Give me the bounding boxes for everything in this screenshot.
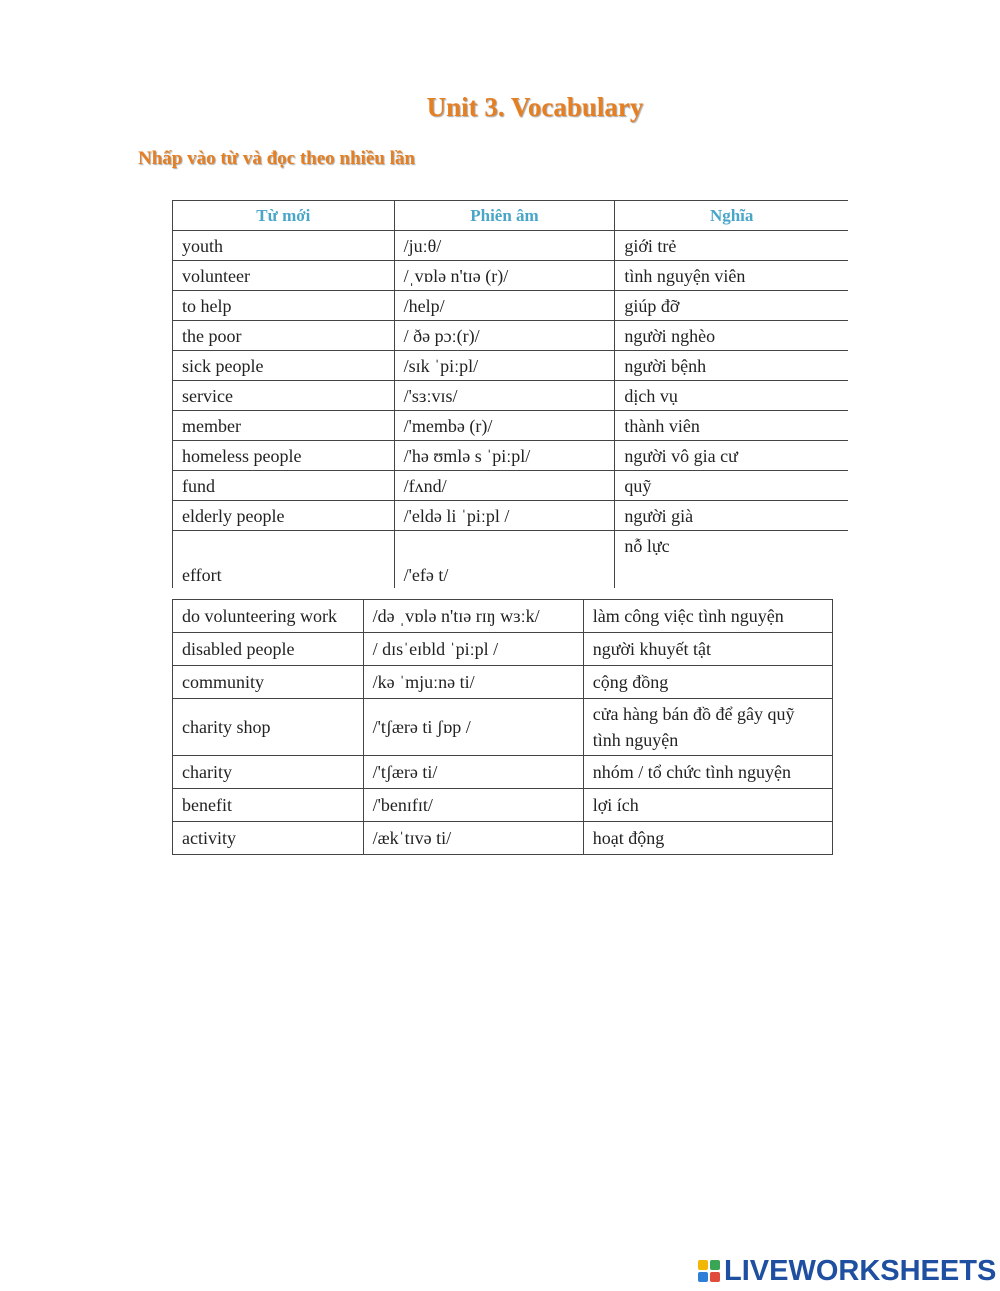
table-row	[173, 411, 849, 441]
page-title: Unit 3. Vocabulary	[426, 92, 644, 122]
table-row	[173, 381, 849, 411]
word-cell[interactable]: disabled people	[173, 633, 364, 666]
word-cell[interactable]: do volunteering work	[173, 600, 364, 633]
pronunciation-cell: /'efə t/	[394, 531, 615, 589]
table-row	[173, 600, 833, 633]
meaning-cell: cộng đồng	[583, 666, 832, 699]
word-cell[interactable]: benefit	[173, 789, 364, 822]
word-cell[interactable]: member	[173, 411, 395, 441]
pronunciation-cell: /də ˌvɒlə n'tɪə rɪŋ wɜːk/	[363, 600, 583, 633]
meaning-cell: hoạt động	[583, 822, 832, 855]
meaning-cell: người bệnh	[615, 351, 848, 381]
pronunciation-cell: /ˌvɒlə n'tɪə (r)/	[394, 261, 615, 291]
table-row	[173, 531, 849, 589]
word-cell[interactable]: service	[173, 381, 395, 411]
meaning-cell: làm công việc tình nguyện	[583, 600, 832, 633]
word-cell[interactable]: elderly people	[173, 501, 395, 531]
logo-square-green	[710, 1260, 720, 1270]
meaning-cell: thành viên	[615, 411, 848, 441]
pronunciation-cell: /sɪk ˈpiːpl/	[394, 351, 615, 381]
meaning-cell: tình nguyện viên	[615, 261, 848, 291]
instruction-subtitle: Nhấp vào từ và đọc theo nhiều lần	[138, 148, 415, 169]
table-row	[173, 321, 849, 351]
pronunciation-cell: /kə ˈmjuːnə ti/	[363, 666, 583, 699]
logo-square-blue	[698, 1272, 708, 1282]
meaning-cell: người già	[615, 501, 848, 531]
table-row	[173, 633, 833, 666]
word-cell[interactable]: activity	[173, 822, 364, 855]
meaning-cell: giúp đỡ	[615, 291, 848, 321]
table-row	[173, 351, 849, 381]
table-row	[173, 261, 849, 291]
table-row	[173, 756, 833, 789]
table-row	[173, 441, 849, 471]
pronunciation-cell: /'hə ʊmlə s ˈpiːpl/	[394, 441, 615, 471]
word-cell[interactable]: youth	[173, 231, 395, 261]
table-row	[173, 666, 833, 699]
liveworksheets-logo-icon	[698, 1260, 720, 1282]
table-row	[173, 471, 849, 501]
meaning-cell: người vô gia cư	[615, 441, 848, 471]
word-cell[interactable]: sick people	[173, 351, 395, 381]
pronunciation-cell: / ðə pɔː(r)/	[394, 321, 615, 351]
table-row	[173, 291, 849, 321]
header-new-word: Từ mới	[173, 201, 395, 231]
word-cell[interactable]: homeless people	[173, 441, 395, 471]
vocabulary-table-2	[172, 599, 833, 855]
pronunciation-cell: / dɪsˈeɪbld ˈpiːpl /	[363, 633, 583, 666]
pronunciation-cell: /ækˈtɪvə ti/	[363, 822, 583, 855]
meaning-cell: giới trẻ	[615, 231, 848, 261]
table-row	[173, 822, 833, 855]
pronunciation-cell: /fʌnd/	[394, 471, 615, 501]
pronunciation-cell: /'sɜːvɪs/	[394, 381, 615, 411]
meaning-cell: nỗ lực	[615, 531, 848, 589]
pronunciation-cell: /'membə (r)/	[394, 411, 615, 441]
logo-text: LIVEWORKSHEETS	[724, 1254, 997, 1287]
pronunciation-cell: /'eldə li ˈpiːpl /	[394, 501, 615, 531]
meaning-cell: người nghèo	[615, 321, 848, 351]
word-cell[interactable]: volunteer	[173, 261, 395, 291]
pronunciation-cell: /help/	[394, 291, 615, 321]
word-cell[interactable]: community	[173, 666, 364, 699]
vocabulary-table-1	[172, 200, 848, 588]
header-pronunciation: Phiên âm	[394, 201, 615, 231]
meaning-cell: nhóm / tổ chức tình nguyện	[583, 756, 832, 789]
meaning-cell: quỹ	[615, 471, 848, 501]
table-header-row	[173, 201, 849, 231]
pronunciation-cell: /'tʃærə ti ʃɒp /	[363, 699, 583, 756]
word-cell[interactable]: charity shop	[173, 699, 364, 756]
word-cell[interactable]: fund	[173, 471, 395, 501]
table-row	[173, 231, 849, 261]
liveworksheets-logo	[698, 1256, 996, 1286]
word-cell[interactable]: charity	[173, 756, 364, 789]
header-meaning: Nghĩa	[615, 201, 848, 231]
meaning-cell: dịch vụ	[615, 381, 848, 411]
logo-square-red	[710, 1272, 720, 1282]
word-cell[interactable]: effort	[173, 531, 395, 589]
table-row	[173, 501, 849, 531]
pronunciation-cell: /'tʃærə ti/	[363, 756, 583, 789]
table-row	[173, 699, 833, 756]
word-cell[interactable]: the poor	[173, 321, 395, 351]
pronunciation-cell: /juːθ/	[394, 231, 615, 261]
pronunciation-cell: /'benɪfɪt/	[363, 789, 583, 822]
meaning-cell: người khuyết tật	[583, 633, 832, 666]
logo-square-yellow	[698, 1260, 708, 1270]
meaning-cell: lợi ích	[583, 789, 832, 822]
table-row	[173, 789, 833, 822]
meaning-cell: cửa hàng bán đồ để gây quỹ tình nguyện	[583, 699, 832, 756]
word-cell[interactable]: to help	[173, 291, 395, 321]
